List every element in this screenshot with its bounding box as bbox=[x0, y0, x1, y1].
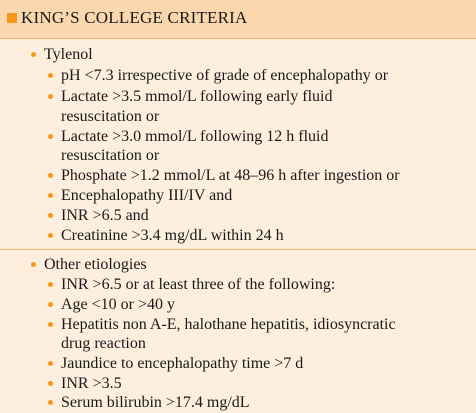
list-item: Hepatitis non A-E, halothane hepatitis, idiosyncratic bbox=[61, 316, 396, 333]
list-item-continuation: drug reaction bbox=[61, 335, 146, 352]
item-bullet-icon bbox=[48, 73, 53, 78]
item-bullet-icon bbox=[48, 173, 53, 178]
section-heading-other-etiologies: Other etiologies bbox=[44, 256, 147, 273]
list-item: pH <7.3 irrespective of grade of encephalopathy or bbox=[61, 67, 389, 84]
item-bullet-icon bbox=[48, 134, 53, 139]
list-item: INR >6.5 or at least three of the following: bbox=[61, 276, 336, 293]
section-heading-tylenol: Tylenol bbox=[44, 46, 93, 63]
header-marker-icon bbox=[7, 13, 17, 23]
panel-title: KING’S COLLEGE CRITERIA bbox=[21, 8, 248, 27]
list-item: Lactate >3.5 mmol/L following early fluid bbox=[61, 88, 333, 105]
list-item: INR >6.5 and bbox=[61, 207, 149, 224]
item-bullet-icon bbox=[48, 361, 53, 366]
list-item: INR >3.5 bbox=[61, 375, 122, 392]
list-item: Phosphate >1.2 mmol/L at 48–96 h after ingestion or bbox=[61, 167, 400, 184]
section-divider bbox=[0, 249, 476, 250]
list-item-continuation: resuscitation or bbox=[61, 147, 160, 164]
list-item: Encephalopathy III/IV and bbox=[61, 187, 233, 204]
panel-header bbox=[0, 0, 476, 38]
section-bullet-icon bbox=[31, 262, 36, 267]
item-bullet-icon bbox=[48, 193, 53, 198]
item-bullet-icon bbox=[48, 233, 53, 238]
section-bullet-icon bbox=[31, 52, 36, 57]
list-item-continuation: resuscitation or bbox=[61, 108, 160, 125]
item-bullet-icon bbox=[48, 282, 53, 287]
header-divider bbox=[0, 38, 476, 39]
list-item: Serum bilirubin >17.4 mg/dL bbox=[61, 394, 250, 411]
item-bullet-icon bbox=[48, 381, 53, 386]
item-bullet-icon bbox=[48, 322, 53, 327]
item-bullet-icon bbox=[48, 302, 53, 307]
list-item: Creatinine >3.4 mg/dL within 24 h bbox=[61, 227, 284, 244]
list-item: Lactate >3.0 mmol/L following 12 h fluid bbox=[61, 128, 329, 145]
item-bullet-icon bbox=[48, 213, 53, 218]
list-item: Age <10 or >40 y bbox=[61, 296, 176, 313]
list-item: Jaundice to encephalopathy time >7 d bbox=[61, 355, 304, 372]
item-bullet-icon bbox=[48, 400, 53, 405]
item-bullet-icon bbox=[48, 94, 53, 99]
